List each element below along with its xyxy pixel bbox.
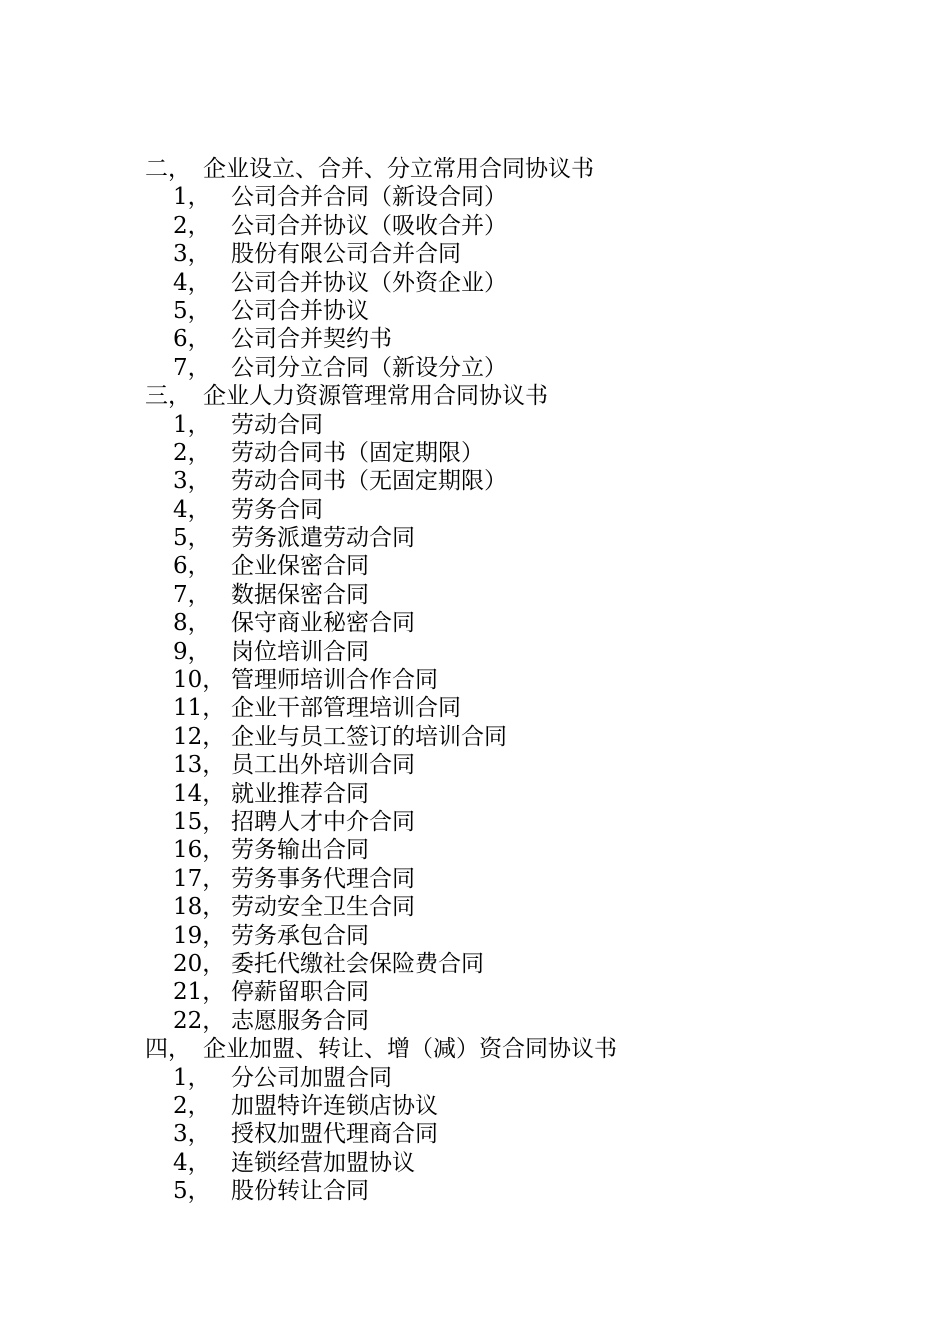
item-text: 劳动合同 <box>231 411 323 438</box>
list-item <box>0 638 950 666</box>
item-number: 2， <box>173 1092 211 1119</box>
item-number: 15， <box>173 808 226 835</box>
item-text: 劳务承包合同 <box>231 922 369 949</box>
item-text: 公司合并契约书 <box>231 326 392 353</box>
list-item <box>0 524 950 552</box>
item-number: 5， <box>173 297 211 324</box>
item-number: 10， <box>173 667 226 694</box>
item-text: 股份有限公司合并合同 <box>231 241 461 268</box>
list-item <box>0 1149 950 1177</box>
item-text: 公司合并协议（外资企业） <box>231 269 507 296</box>
item-number: 2， <box>173 439 211 466</box>
section-title: 企业加盟、转让、增（减）资合同协议书 <box>203 1036 617 1063</box>
item-number: 6， <box>173 326 211 353</box>
item-text: 公司合并协议 <box>231 297 369 324</box>
item-text: 管理师培训合作合同 <box>231 667 438 694</box>
list-item <box>0 496 950 524</box>
item-text: 公司合并合同（新设合同） <box>231 184 507 211</box>
item-number: 7， <box>173 581 211 608</box>
list-item <box>0 297 950 325</box>
item-number: 22， <box>173 1007 226 1034</box>
item-number: 3， <box>173 468 211 495</box>
list-item <box>0 183 950 211</box>
list-item <box>0 751 950 779</box>
item-text: 劳动合同书（无固定期限） <box>231 468 507 495</box>
section-title: 企业设立、合并、分立常用合同协议书 <box>203 156 594 182</box>
list-item <box>0 865 950 893</box>
item-text: 公司合并协议（吸收合并） <box>231 212 507 239</box>
list-item <box>0 808 950 836</box>
item-text: 数据保密合同 <box>231 581 369 608</box>
list-item <box>0 1092 950 1120</box>
item-number: 14， <box>173 780 226 807</box>
item-number: 5， <box>173 1178 211 1205</box>
item-number: 19， <box>173 922 226 949</box>
list-item <box>0 212 950 240</box>
item-text: 连锁经营加盟协议 <box>231 1149 415 1176</box>
list-item <box>0 694 950 722</box>
section-heading <box>0 155 950 183</box>
item-text: 招聘人才中介合同 <box>231 808 415 835</box>
item-number: 5， <box>173 525 211 552</box>
item-text: 劳务合同 <box>231 496 323 523</box>
item-text: 委托代缴社会保险费合同 <box>231 950 484 977</box>
list-item <box>0 467 950 495</box>
list-item <box>0 950 950 978</box>
item-text: 公司分立合同（新设分立） <box>231 354 507 381</box>
item-text: 企业干部管理培训合同 <box>231 695 461 722</box>
list-item <box>0 581 950 609</box>
list-item <box>0 922 950 950</box>
list-item <box>0 780 950 808</box>
item-number: 3， <box>173 241 211 268</box>
item-number: 7， <box>173 354 211 381</box>
item-number: 2， <box>173 212 211 239</box>
item-text: 企业与员工签订的培训合同 <box>231 723 507 750</box>
item-text: 授权加盟代理商合同 <box>231 1121 438 1148</box>
item-text: 股份转让合同 <box>231 1178 369 1205</box>
list-item <box>0 893 950 921</box>
item-number: 3， <box>173 1121 211 1148</box>
list-item <box>0 552 950 580</box>
item-text: 劳务输出合同 <box>231 837 369 864</box>
item-number: 4， <box>173 269 211 296</box>
item-number: 4， <box>173 496 211 523</box>
item-number: 9， <box>173 638 211 665</box>
item-text: 加盟特许连锁店协议 <box>231 1092 438 1119</box>
item-number: 20， <box>173 950 226 977</box>
item-number: 18， <box>173 894 226 921</box>
list-item <box>0 354 950 382</box>
list-item <box>0 978 950 1006</box>
item-text: 分公司加盟合同 <box>231 1064 392 1091</box>
section-title: 企业人力资源管理常用合同协议书 <box>203 383 548 410</box>
item-text: 就业推荐合同 <box>231 780 369 807</box>
item-number: 16， <box>173 837 226 864</box>
item-text: 劳务事务代理合同 <box>231 865 415 892</box>
item-text: 保守商业秘密合同 <box>231 610 415 637</box>
list-item <box>0 723 950 751</box>
section-number: 三， <box>145 383 191 410</box>
list-item <box>0 1007 950 1035</box>
list-item <box>0 240 950 268</box>
item-text: 劳务派遣劳动合同 <box>231 525 415 552</box>
item-text: 劳动合同书（固定期限） <box>231 439 484 466</box>
item-text: 员工出外培训合同 <box>231 752 415 779</box>
section-number: 二， <box>145 156 191 182</box>
list-item <box>0 1064 950 1092</box>
section-number: 四， <box>145 1036 191 1063</box>
item-text: 劳动安全卫生合同 <box>231 894 415 921</box>
list-item <box>0 1120 950 1148</box>
item-number: 21， <box>173 979 226 1006</box>
item-text: 岗位培训合同 <box>231 638 369 665</box>
item-number: 17， <box>173 865 226 892</box>
list-item <box>0 609 950 637</box>
list-item <box>0 836 950 864</box>
item-number: 12， <box>173 723 226 750</box>
section-heading <box>0 1035 950 1063</box>
item-number: 8， <box>173 610 211 637</box>
item-number: 6， <box>173 553 211 580</box>
item-number: 1， <box>173 1064 211 1091</box>
list-item <box>0 1177 950 1205</box>
section-heading <box>0 382 950 410</box>
item-number: 11， <box>173 695 226 722</box>
item-text: 企业保密合同 <box>231 553 369 580</box>
contract-list <box>0 155 950 1205</box>
item-number: 13， <box>173 752 226 779</box>
item-number: 4， <box>173 1149 211 1176</box>
list-item <box>0 269 950 297</box>
item-text: 志愿服务合同 <box>231 1007 369 1034</box>
list-item <box>0 411 950 439</box>
list-item <box>0 439 950 467</box>
list-item <box>0 325 950 353</box>
item-number: 1， <box>173 184 211 211</box>
item-number: 1， <box>173 411 211 438</box>
list-item <box>0 666 950 694</box>
item-text: 停薪留职合同 <box>231 979 369 1006</box>
